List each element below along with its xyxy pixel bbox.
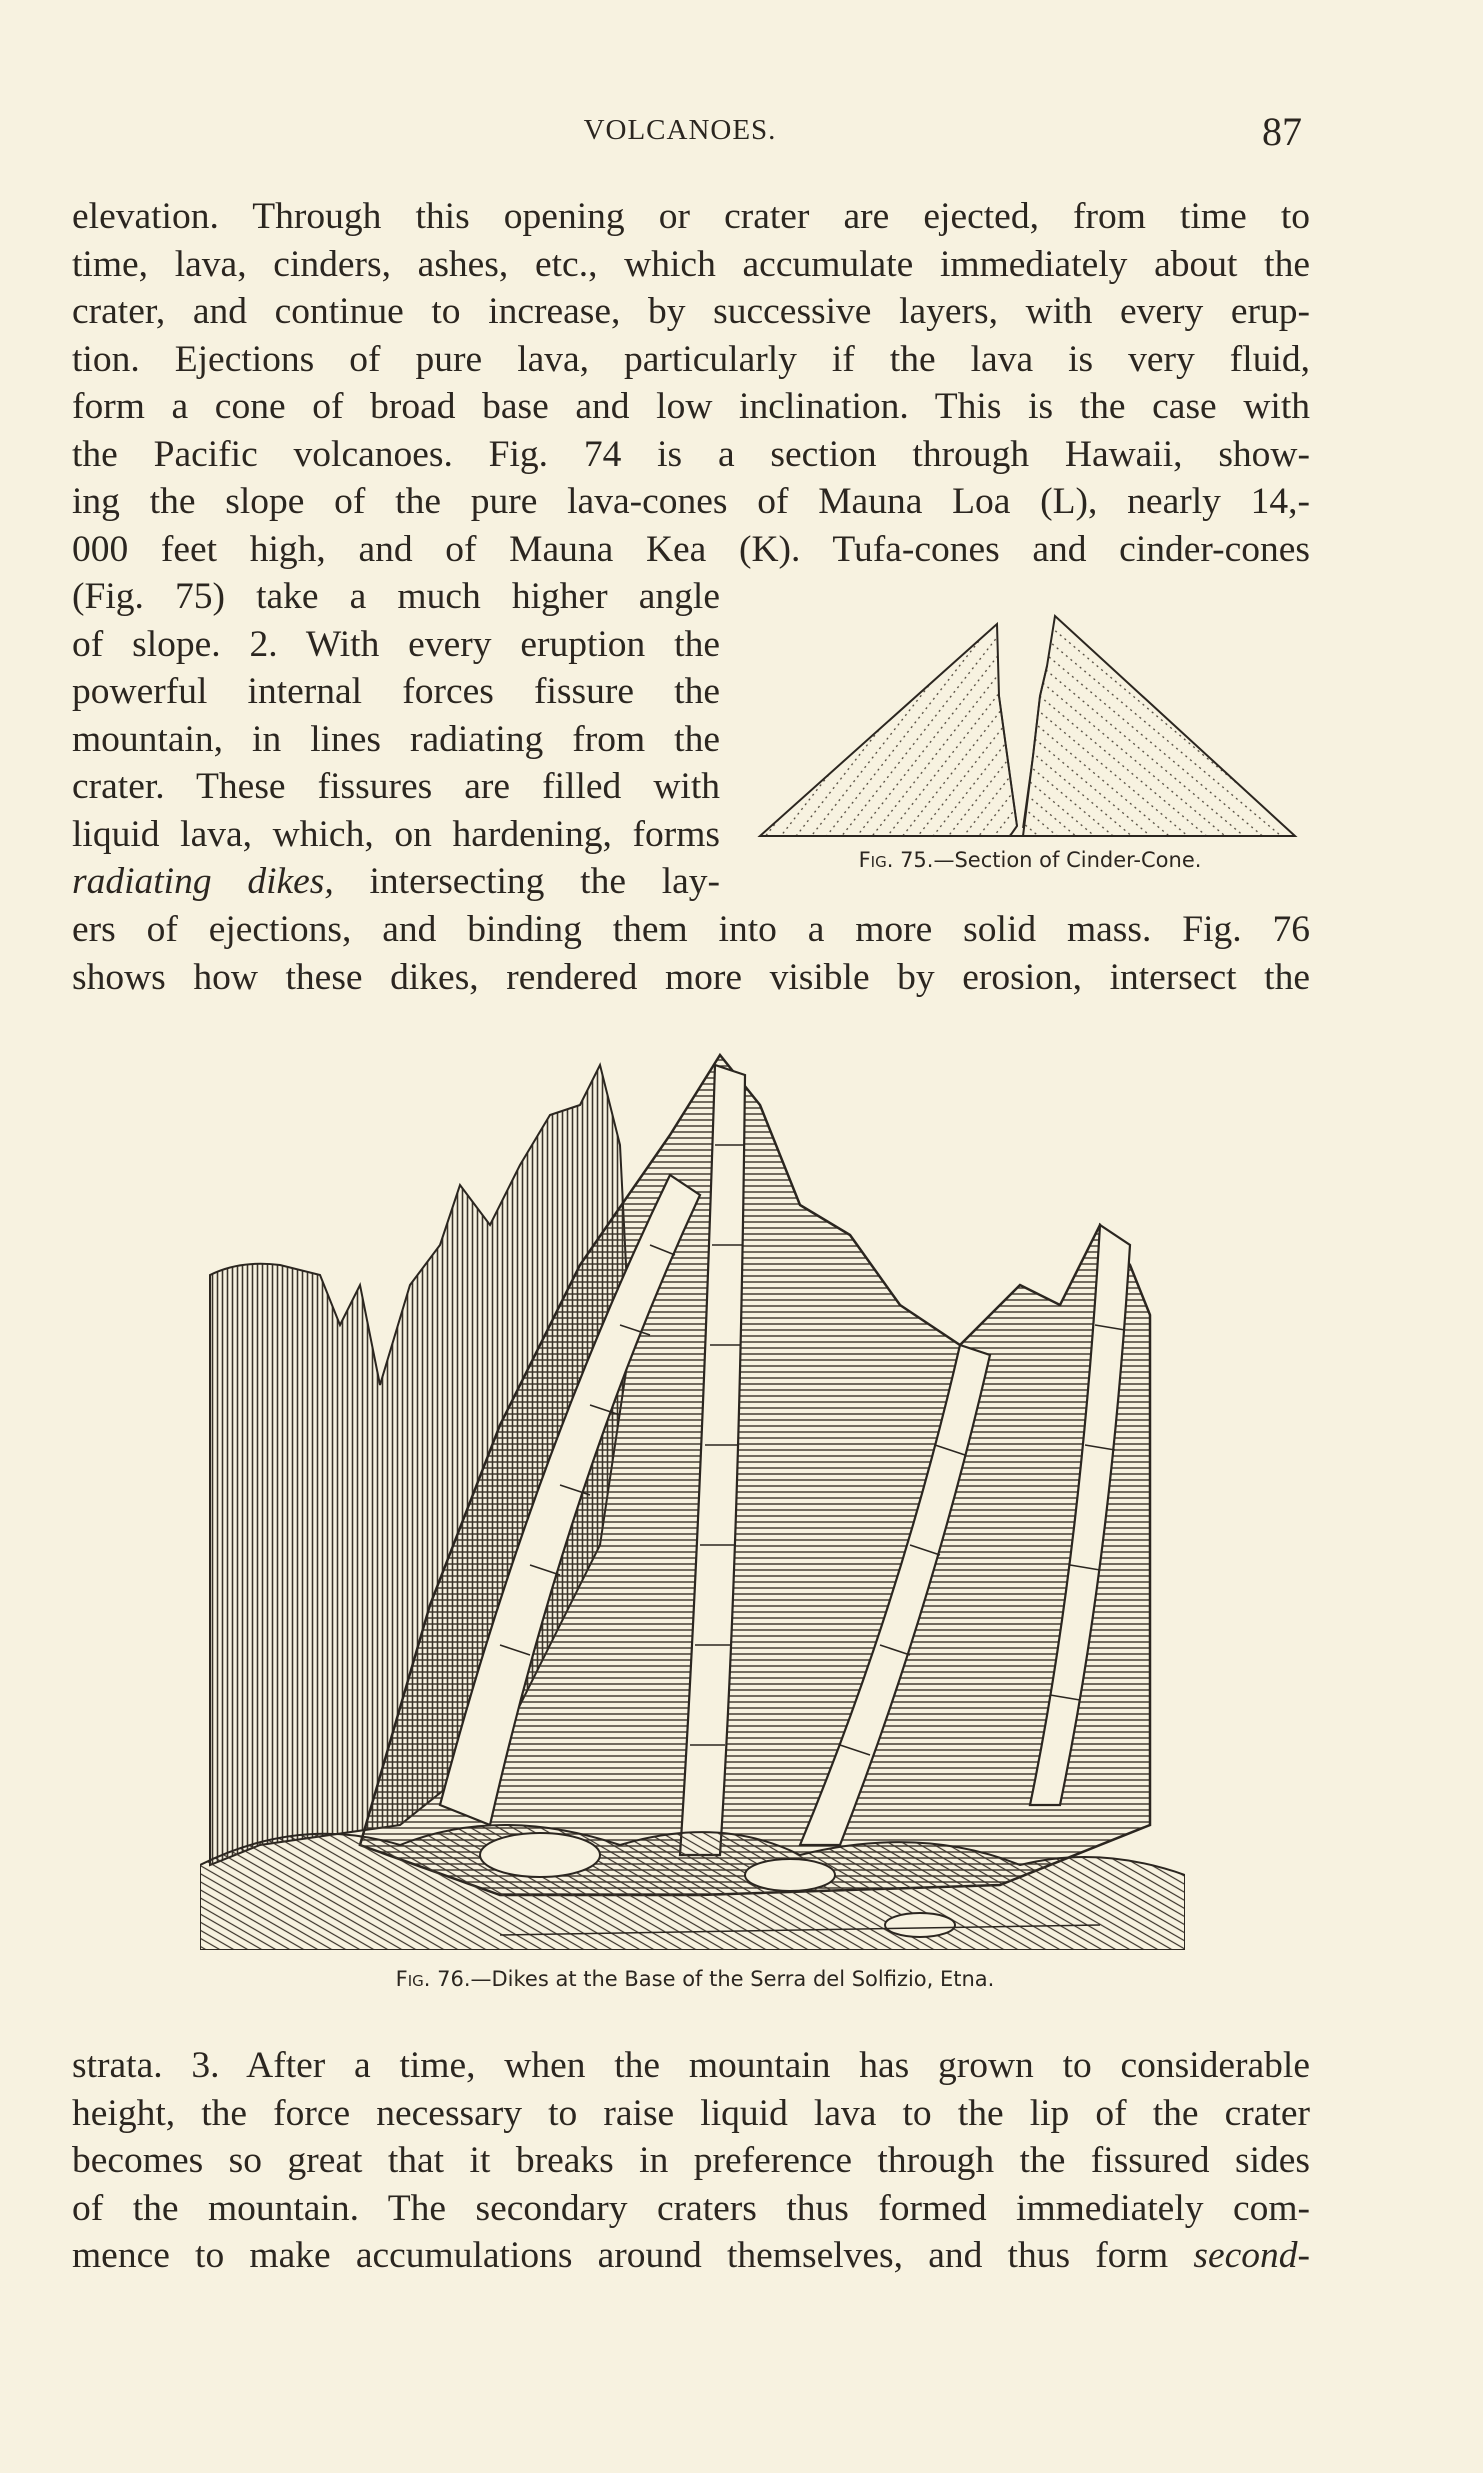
text-line: shows how these dikes, rendered more visible by erosion, intersect the [72,956,1310,998]
figure-label: Fig. [395,1967,431,1991]
text-fragment: intersecting the lay- [333,861,720,902]
text-line: ing the slope of the pure lava-cones of Mauna Loa (L), nearly 14,- [72,481,1310,522]
figure-label: Fig. [858,848,894,872]
caption-text: 76.—Dikes at the Base of the Serra del Solfizio, Etna. [430,1967,995,1991]
cinder-cone-section-figure [755,606,1300,846]
text-line: liquid lava, which, on hardening, forms [72,813,720,855]
page-number: 87 [1262,109,1302,154]
text-line: ers of ejections, and binding them into a more solid mass. Fig. 76 [72,909,1310,950]
text-line [72,2232,1310,2280]
text-line [72,858,720,906]
text-line: crater, and continue to increase, by successive layers, with every erup- [72,291,1310,332]
running-title: VOLCANOES. [583,114,777,146]
italic-term: radiating dikes, [72,861,334,902]
text-line: strata. 3. After a time, when the mountain has grown to considerable [72,2045,1310,2086]
text-line: height, the force necessary to raise liquid lava to the lip of the crater [72,2092,1310,2134]
text-line: mountain, in lines radiating from the [72,718,720,760]
text-line: the Pacific volcanoes. Fig. 74 is a section through Hawaii, show- [72,433,1310,475]
figure76-caption [180,1967,1210,1991]
text-fragment: mence to make accumulations around themselves, and thus form [72,2235,1194,2276]
dikes-engraving-figure [200,1045,1185,1950]
text-line: crater. These fissures are filled with [72,766,720,807]
paragraph-narrow [72,573,720,906]
text-line: of the mountain. The secondary craters thus formed immediately com- [72,2187,1310,2229]
caption-text: 75.—Section of Cinder-Cone. [893,848,1202,872]
paragraph-top [72,193,1310,573]
text-line: form a cone of broad base and low inclination. This is the case with [72,386,1310,427]
text-line: 000 feet high, and of Mauna Kea (K). Tufa-cones and cinder-cones [72,528,1310,570]
text-line: becomes so great that it breaks in preference through the fissured sides [72,2140,1310,2181]
text-line: elevation. Through this opening or crater are ejected, from time to [72,196,1310,237]
text-line: time, lava, cinders, ashes, etc., which accumulate immediately about the [72,243,1310,285]
italic-term: second- [1193,2235,1310,2276]
text-line: tion. Ejections of pure lava, particularly if the lava is very fluid, [72,338,1310,380]
text-line: of slope. 2. With every eruption the [72,623,720,665]
text-line: powerful internal forces fissure the [72,671,720,712]
paragraph-final [72,2042,1310,2280]
paragraph-bottom [72,906,1310,1001]
text-line: (Fig. 75) take a much higher angle [72,576,720,617]
running-head [0,108,1483,158]
figure75-caption [740,848,1320,872]
